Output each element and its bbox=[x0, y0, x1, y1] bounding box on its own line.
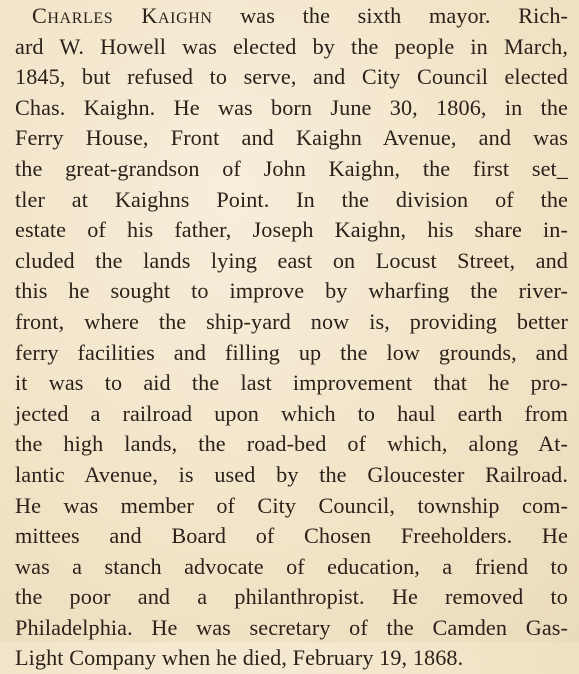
text-line-22: Light Company when he died, February 19, 1868. bbox=[15, 645, 464, 671]
text-line-1 bbox=[15, 1, 568, 32]
text-line-12: ferry facilities and filling up the low grounds, and bbox=[15, 339, 568, 365]
text-line-1-rest: was the sixth mayor. Rich- bbox=[212, 3, 569, 28]
text-line-3: 1845, but refused to serve, and City Council elected bbox=[15, 64, 568, 90]
text-line-6: the great-grandson of John Kaighn, the first set_ bbox=[15, 155, 568, 181]
text-line-17: He was member of City Council, township com- bbox=[15, 492, 568, 518]
person-name: Charles Kaighn bbox=[32, 3, 213, 28]
text-line-8: estate of his father, Joseph Kaighn, his share in- bbox=[15, 217, 568, 243]
text-line-16: lantic Avenue, is used by the Gloucester Railroad. bbox=[15, 461, 568, 487]
text-line-21: Philadelphia. He was secretary of the Camden Gas- bbox=[15, 614, 568, 640]
text-line-18: mittees and Board of Chosen Freeholders. He bbox=[15, 523, 568, 549]
text-line-14: jected a railroad upon which to haul earth from bbox=[15, 400, 568, 426]
text-line-10: this he sought to improve by wharfing the river- bbox=[15, 278, 568, 304]
text-line-20: the poor and a philanthropist. He removed to bbox=[15, 584, 568, 610]
text-line-9: cluded the lands lying east on Locust Street, and bbox=[15, 247, 568, 273]
text-line-4: Chas. Kaighn. He was born June 30, 1806, in the bbox=[15, 94, 568, 120]
text-line-13: it was to aid the last improvement that he pro- bbox=[15, 370, 568, 396]
text-line-2: ard W. Howell was elected by the people in March, bbox=[15, 33, 568, 59]
text-line-7: tler at Kaighns Point. In the division of the bbox=[15, 186, 568, 212]
text-line-19: was a stanch advocate of education, a friend to bbox=[15, 553, 568, 579]
text-line-5: Ferry House, Front and Kaighn Avenue, and was bbox=[15, 125, 568, 151]
text-line-15: the high lands, the road-bed of which, along At- bbox=[15, 431, 568, 457]
text-line-11: front, where the ship-yard now is, providing better bbox=[15, 308, 568, 334]
